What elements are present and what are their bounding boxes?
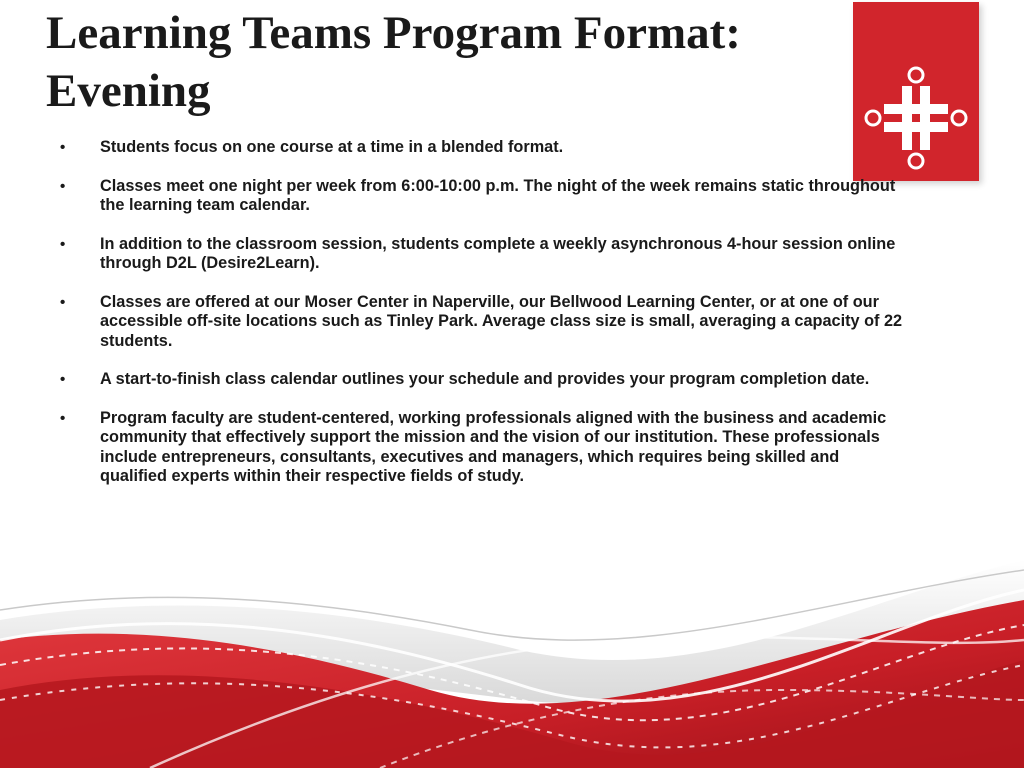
bullet-text: Classes meet one night per week from 6:00-10:00 p.m. The night of the week remains static throughout the learning team calendar.: [100, 176, 896, 214]
bullet-marker: •: [60, 139, 66, 156]
bullet-text: In addition to the classroom session, students complete a weekly asynchronous 4-hour session online through D2L (Desire2Learn).: [100, 234, 896, 272]
bullet-text: Program faculty are student-centered, working professionals aligned with the business and academic community that effectively support the mission and the vision of our institution. These professionals include entrepreneurs, consultants, executives and managers, which requires being skilled and qualified experts within their respective fields of study.: [100, 408, 887, 485]
bullet-list: [58, 138, 908, 506]
bullet-item: [58, 177, 908, 216]
bullet-item: [58, 138, 908, 158]
title-line-1: Learning Teams Program Format:: [46, 7, 741, 59]
bullet-text: Students focus on one course at a time in a blended format.: [100, 138, 564, 156]
bullet-text: A start-to-finish class calendar outlines your schedule and provides your program completion date.: [100, 370, 870, 388]
bullet-item: [58, 293, 908, 352]
bullet-item: [58, 409, 908, 487]
bullet-marker: •: [60, 235, 66, 253]
title-line-2: Evening: [46, 65, 211, 117]
bullet-item: [58, 370, 908, 390]
slide-title: [46, 4, 846, 120]
bullet-marker: •: [60, 293, 66, 311]
bullet-marker: •: [60, 177, 66, 195]
bullet-item: [58, 235, 908, 274]
bullet-text: Classes are offered at our Moser Center in Naperville, our Bellwood Learning Center, or at one of our accessible off-site locations such as Tinley Park. Average class size is small, averaging a capacity of 22 students.: [100, 292, 903, 350]
bullet-marker: •: [60, 371, 66, 388]
bullet-marker: •: [60, 409, 66, 427]
